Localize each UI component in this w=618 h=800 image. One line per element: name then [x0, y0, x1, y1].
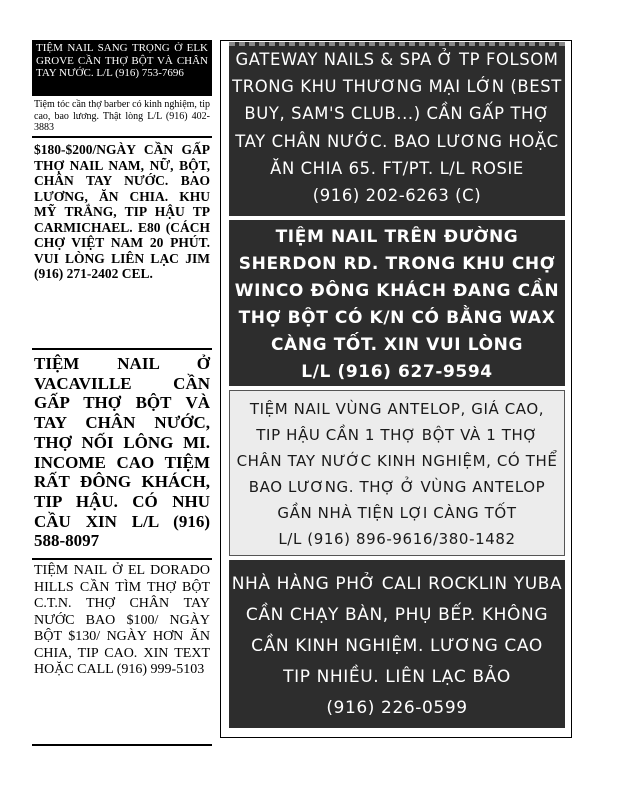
ad-line: SHERDON RD. TRONG KHU CHỢ	[238, 254, 556, 274]
ad-line: NHÀ HÀNG PHỞ CALI ROCKLIN YUBA	[231, 574, 563, 594]
ad-phone: L/L (916) 896-9616/380-1482	[278, 530, 516, 548]
ad-line: CẦN CHẠY BÀN, PHỤ BẾP. KHÔNG	[245, 605, 549, 625]
right-ad-column	[220, 40, 572, 738]
ad-line: CHÂN TAY NƯỚC KINH NGHIỆM, CÓ THỂ	[236, 452, 558, 470]
ad-line: BAO LƯƠNG. THỢ Ở VÙNG ANTELOP	[248, 478, 546, 496]
ad-line: TAY CHÂN NƯỚC. BAO LƯƠNG HOẶC	[235, 131, 559, 151]
ad-line: TIP HẬU CẦN 1 THỢ BỘT VÀ 1 THỢ	[256, 426, 538, 444]
boxed-ad-sherdon-rd	[229, 220, 565, 386]
ad-line: ĂN CHIA 65. FT/PT. L/L ROSIE	[270, 158, 524, 178]
ad-line: TRONG KHU THƯƠNG MẠI LỚN (BEST	[232, 77, 562, 97]
boxed-ad-antelop	[229, 390, 565, 556]
ad-line: GẦN NHÀ TIỆN LỢI CÀNG TỐT	[277, 504, 517, 522]
ad-phone: (916) 226-0599	[326, 698, 468, 718]
ad-phone: (916) 202-6263 (C)	[312, 186, 482, 206]
classified-ad-barber: Tiệm tóc cần thợ barber có kinh nghiệm, tip cao, bao lương. Thật lòng L/L (916) 402-3883	[32, 96, 212, 138]
ad-line: TIP NHIỀU. LIÊN LẠC BẢO	[283, 667, 511, 687]
ad-line: CÀNG TỐT. XIN VUI LÒNG	[270, 335, 523, 355]
ad-line: TIỆM NAIL VÙNG ANTELOP, GIÁ CAO,	[249, 400, 545, 418]
left-ad-column	[32, 40, 212, 746]
ad-line: GATEWAY NAILS & SPA Ở TP FOLSOM	[235, 50, 559, 69]
ad-line: CẦN KINH NGHIỆM. LƯƠNG CAO	[251, 636, 543, 656]
ad-phone: L/L (916) 627-9594	[301, 362, 493, 382]
classified-ad-carmichael: $180-$200/NGÀY CẦN GẤP THỢ NAIL NAM, NỮ, BỘT, CHÂN TAY NƯỚC. BAO LƯƠNG, ĂN CHIA. KHU MỸ TRẮNG, TIP HẬU TP CARMICHAEL. E80 (CÁCH CHỢ VIỆT NAM 20 PHÚT. VUI LÒNG LIÊN LẠC JIM (916) 271-2402 CEL.	[32, 138, 212, 350]
ad-line: THỢ BỘT CÓ K/N CÓ BẰNG WAX	[238, 308, 556, 328]
ad-line: WINCO ĐÔNG KHÁCH ĐANG CẦN	[234, 281, 560, 301]
classified-ad-vacaville: TIỆM NAIL Ở VACAVILLE CẦN GẤP THỢ BỘT VÀ TAY CHÂN NƯỚC, THỢ NỐI LÔNG MI. INCOME CAO TIỆM RẤT ĐÔNG KHÁCH, TIP HẬU. CÓ NHU CẦU XIN L/L (916) 588-8097	[32, 350, 212, 560]
classified-ad-elk-grove: TIỆM NAIL SANG TRỌNG Ở ELK GROVE CẦN THỢ BỘT VÀ CHÂN TAY NƯỚC. L/L (916) 753-7696	[32, 40, 212, 96]
ad-line: BUY, SAM'S CLUB...) CẦN GẤP THỢ	[244, 104, 550, 124]
ad-line: TIỆM NAIL TRÊN ĐƯỜNG	[275, 227, 519, 247]
decorative-strip	[229, 42, 565, 46]
boxed-ad-pho-cali	[229, 560, 565, 728]
boxed-ad-gateway-nails	[229, 42, 565, 216]
classified-ad-el-dorado-hills: TIỆM NAIL Ở EL DORADO HILLS CẦN TÌM THỢ BỘT C.T.N. THỢ CHÂN TAY NƯỚC BAO $100/ NGÀY BỘT $130/ NGÀY HƠN ĂN CHIA, TIP CAO. XIN TEXT HOẶC CALL (916) 999-5103	[32, 560, 212, 746]
